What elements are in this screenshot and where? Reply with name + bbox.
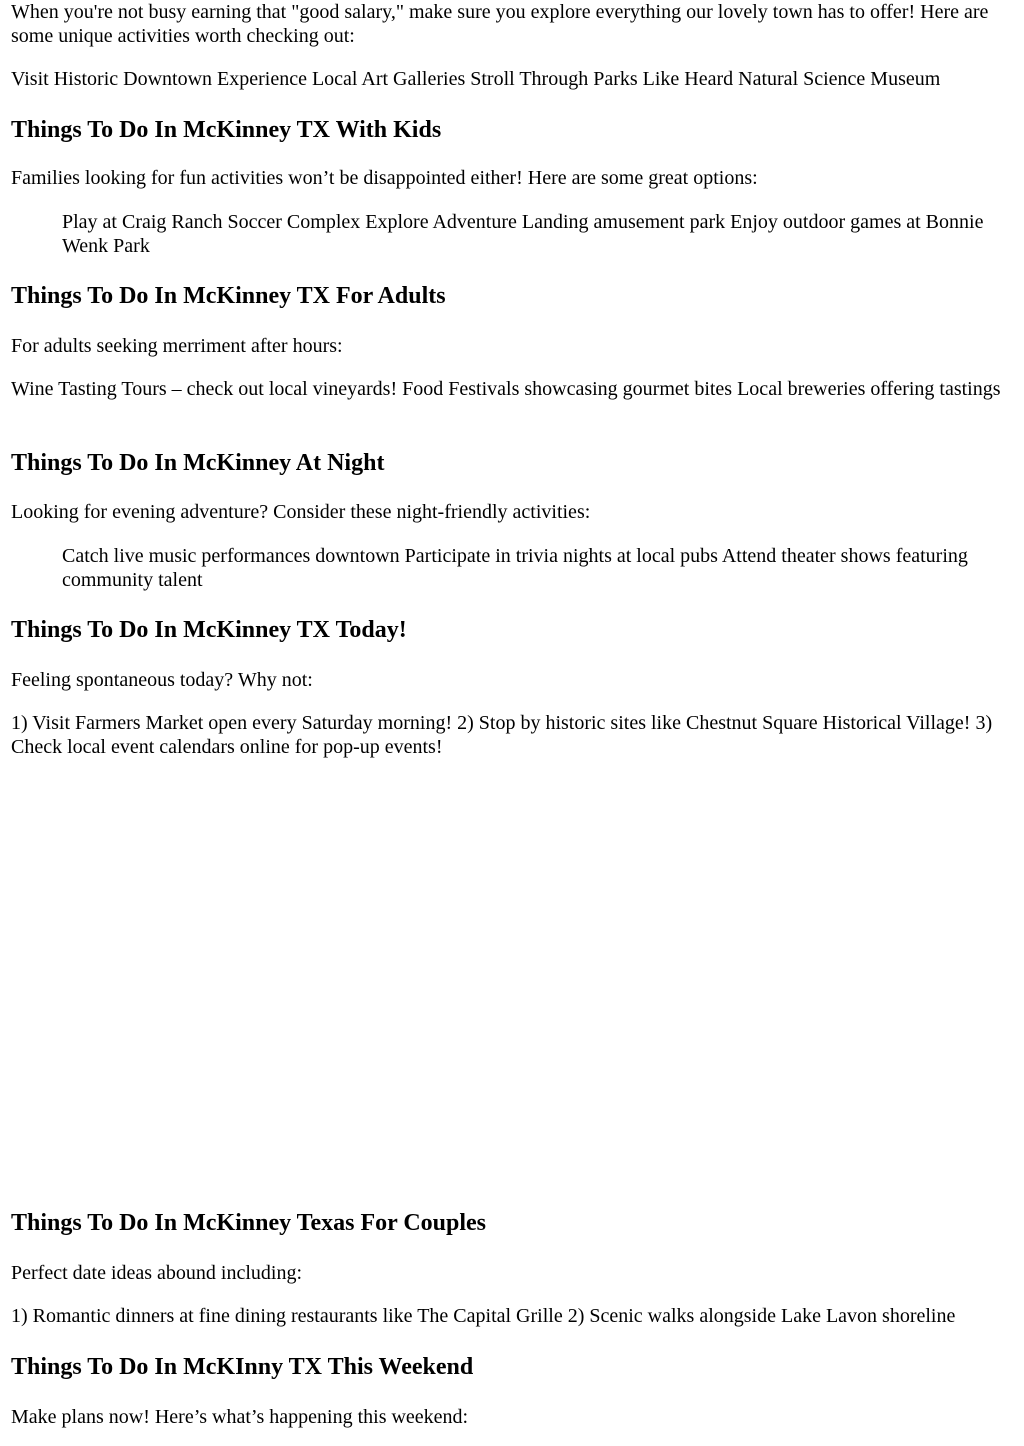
night-activities-list: Catch live music performances downtown Participate in trivia nights at local pubs Attend theater shows featuring community talent: [62, 545, 968, 591]
couples-activities-list: 1) Romantic dinners at fine dining restaurants like The Capital Grille 2) Scenic walks alongside Lake Lavon shoreline: [11, 1305, 956, 1327]
adults-paragraph: For adults seeking merriment after hours:: [11, 335, 343, 357]
adults-activities-list: Wine Tasting Tours – check out local vineyards! Food Festivals showcasing gourmet bites Local breweries offering tastings: [11, 378, 1001, 400]
section-heading-couples: Things To Do In McKinney Texas For Couples: [11, 1210, 487, 1236]
kids-paragraph: Families looking for fun activities won’t be disappointed either! Here are some great options:: [11, 167, 758, 189]
intro-activities-list: Visit Historic Downtown Experience Local Art Galleries Stroll Through Parks Like Heard Natural Science Museum: [11, 68, 941, 90]
today-paragraph: Feeling spontaneous today? Why not:: [11, 669, 313, 691]
today-activities-list: 1) Visit Farmers Market open every Saturday morning! 2) Stop by historic sites like Chestnut Square Historical Village! 3) Check local event calendars online for pop-up events!: [11, 712, 993, 758]
weekend-paragraph: Make plans now! Here’s what’s happening this weekend:: [11, 1406, 469, 1428]
section-heading-today: Things To Do In McKinney TX Today!: [11, 617, 407, 643]
section-heading-weekend: Things To Do In McKInny TX This Weekend: [11, 1354, 474, 1380]
kids-activities-list: Play at Craig Ranch Soccer Complex Explore Adventure Landing amusement park Enjoy outdoor games at Bonnie Wenk Park: [62, 211, 984, 257]
section-heading-night: Things To Do In McKinney At Night: [11, 450, 385, 476]
section-heading-adults: Things To Do In McKinney TX For Adults: [11, 283, 446, 309]
section-heading-kids: Things To Do In McKinney TX With Kids: [11, 117, 442, 143]
intro-paragraph: When you're not busy earning that "good salary," make sure you explore everything our lovely town has to offer! Here are some unique activities worth checking out:: [11, 1, 989, 47]
couples-paragraph: Perfect date ideas abound including:: [11, 1262, 303, 1284]
night-paragraph: Looking for evening adventure? Consider these night-friendly activities:: [11, 501, 591, 523]
